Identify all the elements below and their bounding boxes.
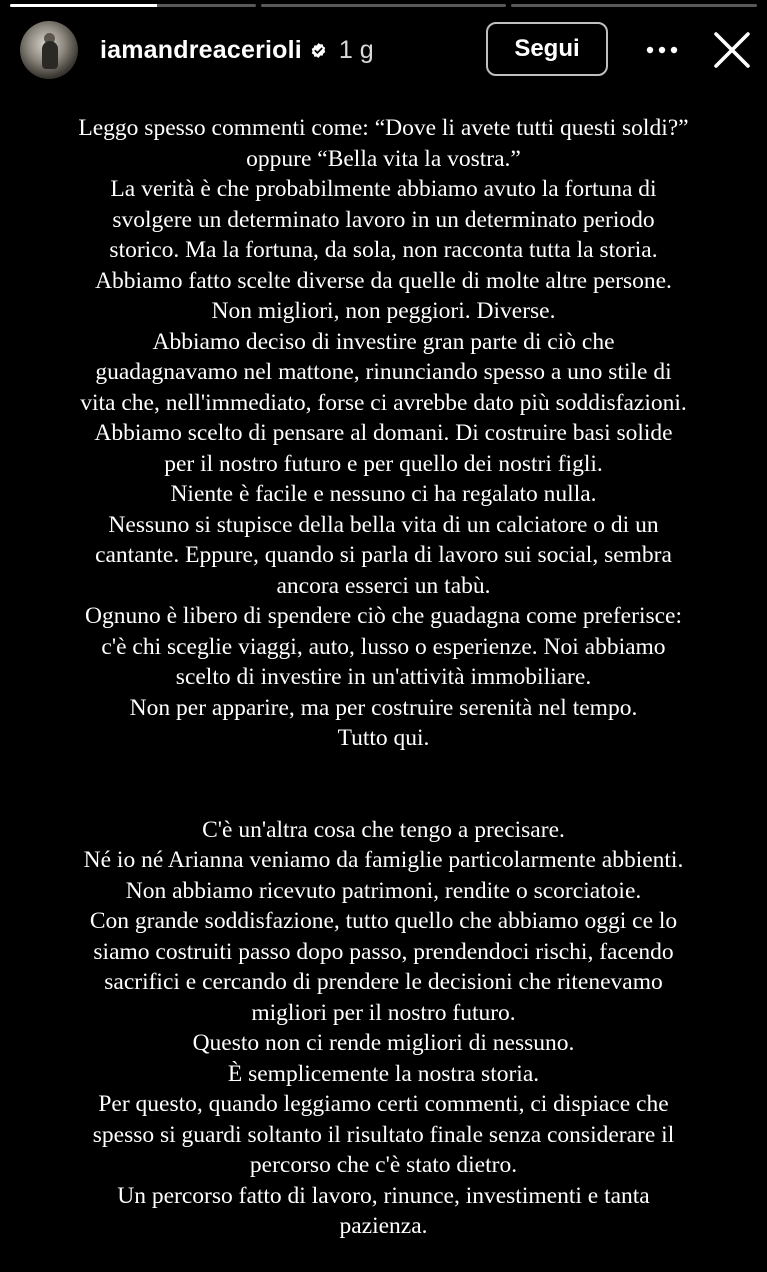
- avatar[interactable]: [20, 21, 78, 79]
- story-text: [8, 113, 759, 1242]
- story-line: Leggo spesso commenti come: “Dove li avete tutti questi soldi?”: [78, 115, 689, 141]
- story-line: Abbiamo deciso di investire gran parte di ciò che: [152, 328, 615, 355]
- avatar-photo-figure: [42, 41, 58, 69]
- story-line: Ognuno è libero di spendere ciò che guadagna come preferisce:: [84, 603, 683, 629]
- story-line: svolgere un determinato lavoro in un determinato periodo: [112, 206, 655, 233]
- story-line: Questo non ci rende migliori di nessuno.: [192, 1030, 575, 1056]
- story-line: Niente è facile e nessuno ci ha regalato nulla.: [170, 481, 597, 507]
- post-time: 1 g: [338, 35, 374, 64]
- story-line: per il nostro futuro e per quello dei nostri figli.: [164, 450, 603, 477]
- story-progress-fill: [10, 4, 157, 7]
- story-line: vita che, nell'immediato, forse ci avrebbe dato più soddisfazioni.: [80, 389, 687, 416]
- story-paragraph-1: [8, 113, 759, 754]
- story-line: storico. Ma la fortuna, da sola, non racconta tutta la storia.: [109, 237, 658, 263]
- story-line: cantante. Eppure, quando si parla di lavoro sui social, sembra: [95, 542, 672, 568]
- story-line: Non migliori, non peggiori. Diverse.: [211, 298, 556, 324]
- story-line: Tutto qui.: [337, 725, 430, 751]
- story-header: [20, 20, 751, 80]
- story-line: pazienza.: [339, 1213, 428, 1239]
- story-progress-segment-1: [10, 4, 256, 7]
- username[interactable]: iamandreacerioli: [100, 35, 302, 64]
- story-line: migliori per il nostro futuro.: [251, 999, 516, 1026]
- story-line: c'è chi sceglie viaggi, auto, lusso o esperienze. Noi abbiamo: [101, 633, 666, 660]
- story-progress-bar: [10, 4, 757, 7]
- follow-button[interactable]: Segui: [486, 22, 608, 76]
- story-line: guadagnavamo nel mattone, rinunciando spesso a uno stile di: [95, 359, 672, 385]
- story-line: Con grande soddisfazione, tutto quello che abbiamo oggi ce lo: [89, 908, 678, 934]
- story-line: Per questo, quando leggiamo certi commenti, ci dispiace che: [98, 1091, 669, 1117]
- story-line: sacrifici e cercando di prendere le decisioni che ritenevamo: [104, 969, 663, 995]
- story-paragraph-2: [8, 815, 759, 1242]
- close-icon[interactable]: [710, 28, 754, 72]
- story-line: siamo costruiti passo dopo passo, prendendoci rischi, facendo: [93, 938, 674, 965]
- paragraph-spacer: [8, 754, 759, 815]
- story-progress-segment-2: [261, 4, 507, 7]
- story-progress-segment-3: [511, 4, 757, 7]
- verified-badge-icon: [310, 42, 327, 59]
- story-line: Abbiamo scelto di pensare al domani. Di costruire basi solide: [94, 420, 673, 446]
- story-line: percorso che c'è stato dietro.: [249, 1152, 518, 1178]
- more-options-icon[interactable]: [642, 28, 682, 72]
- story-line: Nessuno si stupisce della bella vita di un calciatore o di un: [108, 511, 659, 538]
- story-line: Abbiamo fatto scelte diverse da quelle di molte altre persone.: [95, 267, 672, 294]
- story-line: C'è un'altra cosa che tengo a precisare.: [202, 816, 565, 843]
- story-line: scelto di investire in un'attività immobiliare.: [175, 664, 592, 690]
- story-line: Non per apparire, ma per costruire serenità nel tempo.: [129, 694, 638, 721]
- story-line: Né io né Arianna veniamo da famiglie particolarmente abbienti.: [83, 847, 684, 873]
- story-line: spesso si guardi soltanto il risultato finale senza considerare il: [92, 1121, 675, 1148]
- story-line: È semplicemente la nostra storia.: [227, 1060, 540, 1087]
- story-line: ancora esserci un tabù.: [276, 572, 491, 599]
- story-line: Non abbiamo ricevuto patrimoni, rendite o scorciatoie.: [125, 877, 642, 904]
- story-line: oppure “Bella vita la vostra.”: [246, 145, 521, 172]
- story-line: La verità è che probabilmente abbiamo avuto la fortuna di: [110, 176, 657, 202]
- story-line: Un percorso fatto di lavoro, rinunce, investimenti e tanta: [117, 1182, 650, 1209]
